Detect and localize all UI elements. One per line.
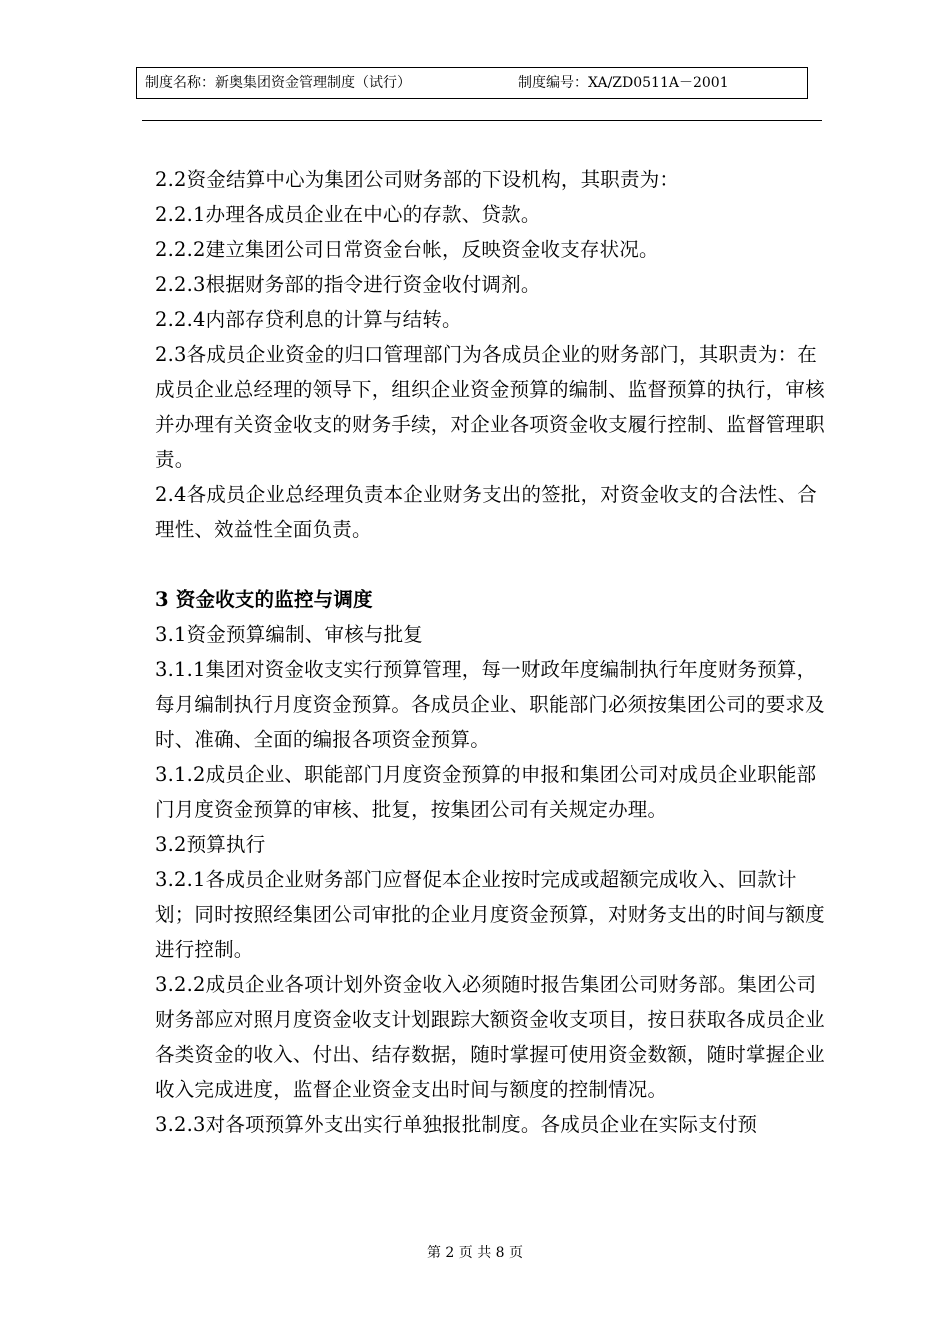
paragraph: 2.4各成员企业总经理负责本企业财务支出的签批，对资金收支的合法性、合理性、效益性全面负责。 bbox=[155, 483, 818, 541]
paragraph: 3.1.1集团对资金收支实行预算管理，每一财政年度编制执行年度财务预算，每月编制执行月度资金预算。各成员企业、职能部门必须按集团公司的要求及时、准确、全面的编报各项资金预算。 bbox=[155, 658, 825, 751]
document-body bbox=[155, 162, 827, 1142]
section-spacer bbox=[155, 547, 827, 582]
system-name bbox=[145, 68, 411, 98]
page-footer: 第 2 页 共 8 页 bbox=[426, 1245, 524, 1261]
paragraph: 3.2.2成员企业各项计划外资金收入必须随时报告集团公司财务部。集团公司财务部应对照月度资金收支计划跟踪大额资金收支项目，按日获取各成员企业各类资金的收入、付出、结存数据，随时掌握可使用资金数额，随时掌握企业收入完成进度，监督企业资金支出时间与额度的控制情况。 bbox=[155, 973, 825, 1101]
paragraph: 2.2.4内部存贷利息的计算与结转。 bbox=[155, 308, 462, 331]
paragraph: 2.3各成员企业资金的归口管理部门为各成员企业的财务部门，其职责为：在成员企业总经理的领导下，组织企业资金预算的编制、监督预算的执行，审核并办理有关资金收支的财务手续，对企业各项资金收支履行控制、监督管理职责。 bbox=[155, 343, 825, 471]
system-name-label: 制度名称： bbox=[145, 75, 215, 91]
paragraph: 2.2资金结算中心为集团公司财务部的下设机构，其职责为： bbox=[155, 168, 680, 191]
system-code bbox=[518, 68, 729, 98]
header-divider bbox=[142, 120, 822, 121]
section-title: 3 资金收支的监控与调度 bbox=[155, 588, 373, 611]
system-code-value: XA/ZD0511A－2001 bbox=[588, 75, 729, 91]
paragraph: 3.2.1各成员企业财务部门应督促本企业按时完成或超额完成收入、回款计划；同时按照经集团公司审批的企业月度资金预算，对财务支出的时间与额度进行控制。 bbox=[155, 868, 825, 961]
document-header-box bbox=[136, 67, 808, 99]
paragraph: 3.1资金预算编制、审核与批复 bbox=[155, 623, 424, 646]
paragraph: 2.2.3根据财务部的指令进行资金收付调剂。 bbox=[155, 273, 541, 296]
paragraph: 2.2.1办理各成员企业在中心的存款、贷款。 bbox=[155, 203, 541, 226]
system-code-label: 制度编号： bbox=[518, 75, 588, 91]
paragraph: 3.1.2成员企业、职能部门月度资金预算的申报和集团公司对成员企业职能部门月度资金预算的审核、批复，按集团公司有关规定办理。 bbox=[155, 763, 817, 821]
paragraph: 3.2预算执行 bbox=[155, 833, 266, 856]
paragraph: 3.2.3对各项预算外支出实行单独报批制度。各成员企业在实际支付预 bbox=[155, 1113, 758, 1136]
paragraph: 2.2.2建立集团公司日常资金台帐，反映资金收支存状况。 bbox=[155, 238, 659, 261]
system-name-value: 新奥集团资金管理制度（试行） bbox=[215, 75, 411, 91]
